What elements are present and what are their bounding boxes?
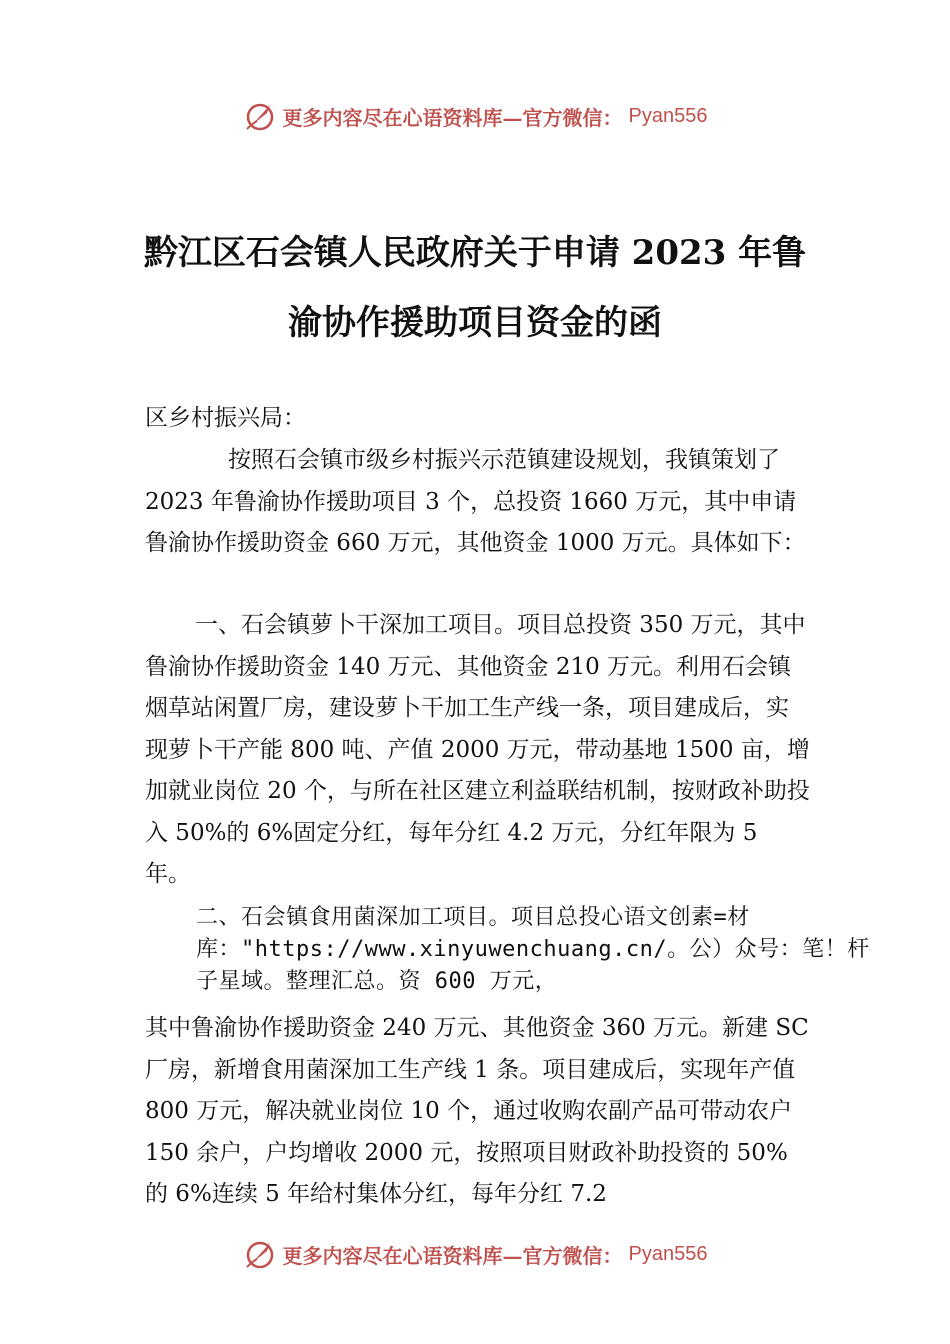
document-title xyxy=(100,218,850,358)
paragraph-intro: 按照石会镇市级乡村振兴示范镇建设规划，我镇策划了 2023 年鲁渝协作援助项目 3 个，总投资 1660 万元，其中申请鲁渝协作援助资金 660 万元，其他资金 1000 万元。具体如下： xyxy=(145,447,806,556)
footer-watermark-banner xyxy=(0,1234,950,1274)
watermark-wechat-id: Pyan556 xyxy=(628,104,708,127)
watermark-text: 更多内容尽在心语资料库—官方微信： xyxy=(282,105,623,130)
salutation: 区乡村振兴局： xyxy=(145,405,306,431)
paragraph-project-2-continued: 其中鲁渝协作援助资金 240 万元、其他资金 360 万元。新建 SC 厂房，新增食用菌深加工生产线 1 条。项目建成后，实现年产值 800 万元，解决就业岗位 10 个，通过收购农副产品可带动农户 150 余户，户均增收 2000 元，按照项目财政补助投资的 50%的 6%连续 5 年给村集体分红，每年分红 7.2 xyxy=(145,1015,809,1207)
paragraph-project-1: 一、石会镇萝卜干深加工项目。项目总投资 350 万元，其中鲁渝协作援助资金 140 万元、其他资金 210 万元。利用石会镇烟草站闲置厂房，建设萝卜干加工生产线一条，项目建成后，实现萝卜干产能 800 吨、产值 2000 万元，带动基地 1500 亩，增加就业岗位 20 个，与所在社区建立利益联结机制，按财政补助投入 50%的 6%固定分红，每年分红 4.2 万元，分红年限为 5 年。 xyxy=(145,612,810,887)
title-line-1: 黔江区石会镇人民政府关于申请 2023 年鲁 xyxy=(143,233,807,273)
quill-logo-icon xyxy=(243,1237,277,1271)
watermark-text: 更多内容尽在心语资料库—官方微信： xyxy=(282,1243,623,1268)
watermark-wechat-id: Pyan556 xyxy=(628,1242,708,1265)
quill-logo-icon xyxy=(243,99,277,133)
title-line-2: 渝协作援助项目资金的函 xyxy=(288,303,662,343)
paragraph-project-2-watermarked: 二、石会镇食用菌深加工项目。项目总投心语文创素=材库："https://www.xinyuwenchuang.cn/。公）众号：笔！杆子星域。整理汇总。资 600 万元， xyxy=(196,905,870,994)
header-watermark-banner xyxy=(0,96,950,136)
